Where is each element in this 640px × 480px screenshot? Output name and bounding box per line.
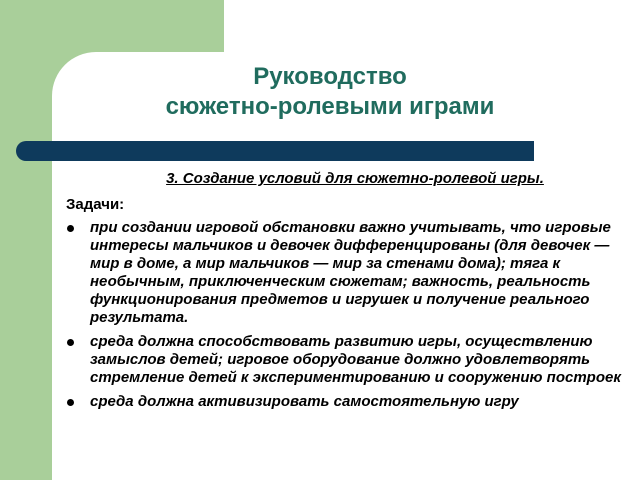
slide-title-line-1: Руководство xyxy=(253,63,407,90)
task-list xyxy=(66,219,632,417)
list-item-text: среда должна активизировать самостоятельную игру xyxy=(90,393,519,410)
list-item xyxy=(66,219,632,327)
bullet-dot-icon xyxy=(67,339,74,346)
slide-title-line-2: сюжетно-ролевыми играми xyxy=(165,93,495,120)
list-item-text: среда должна способствовать развитию игры, осуществлению замыслов детей; игровое оборудование должно удовлетворять стремление детей к экспериментированию и сооружению построек xyxy=(90,333,621,386)
tasks-label: Задачи: xyxy=(66,196,125,213)
bullet-dot-icon xyxy=(67,225,74,232)
list-item xyxy=(66,333,632,387)
title-underline-bar xyxy=(16,141,534,161)
bullet-dot-icon xyxy=(67,399,74,406)
slide-title xyxy=(60,62,600,122)
list-item-text: при создании игровой обстановки важно учитывать, что игровые интересы мальчиков и девочек дифференцированы (для девочек — мир в доме, а мир мальчиков — мир за стенами дома); тяга к необычным, приключенческим сюжетам; важность, реальность функционирования предметов и игрушек и получение реального результата. xyxy=(90,219,611,326)
slide-subtitle: 3. Создание условий для сюжетно-ролевой игры. xyxy=(166,170,544,187)
list-item xyxy=(66,393,632,411)
